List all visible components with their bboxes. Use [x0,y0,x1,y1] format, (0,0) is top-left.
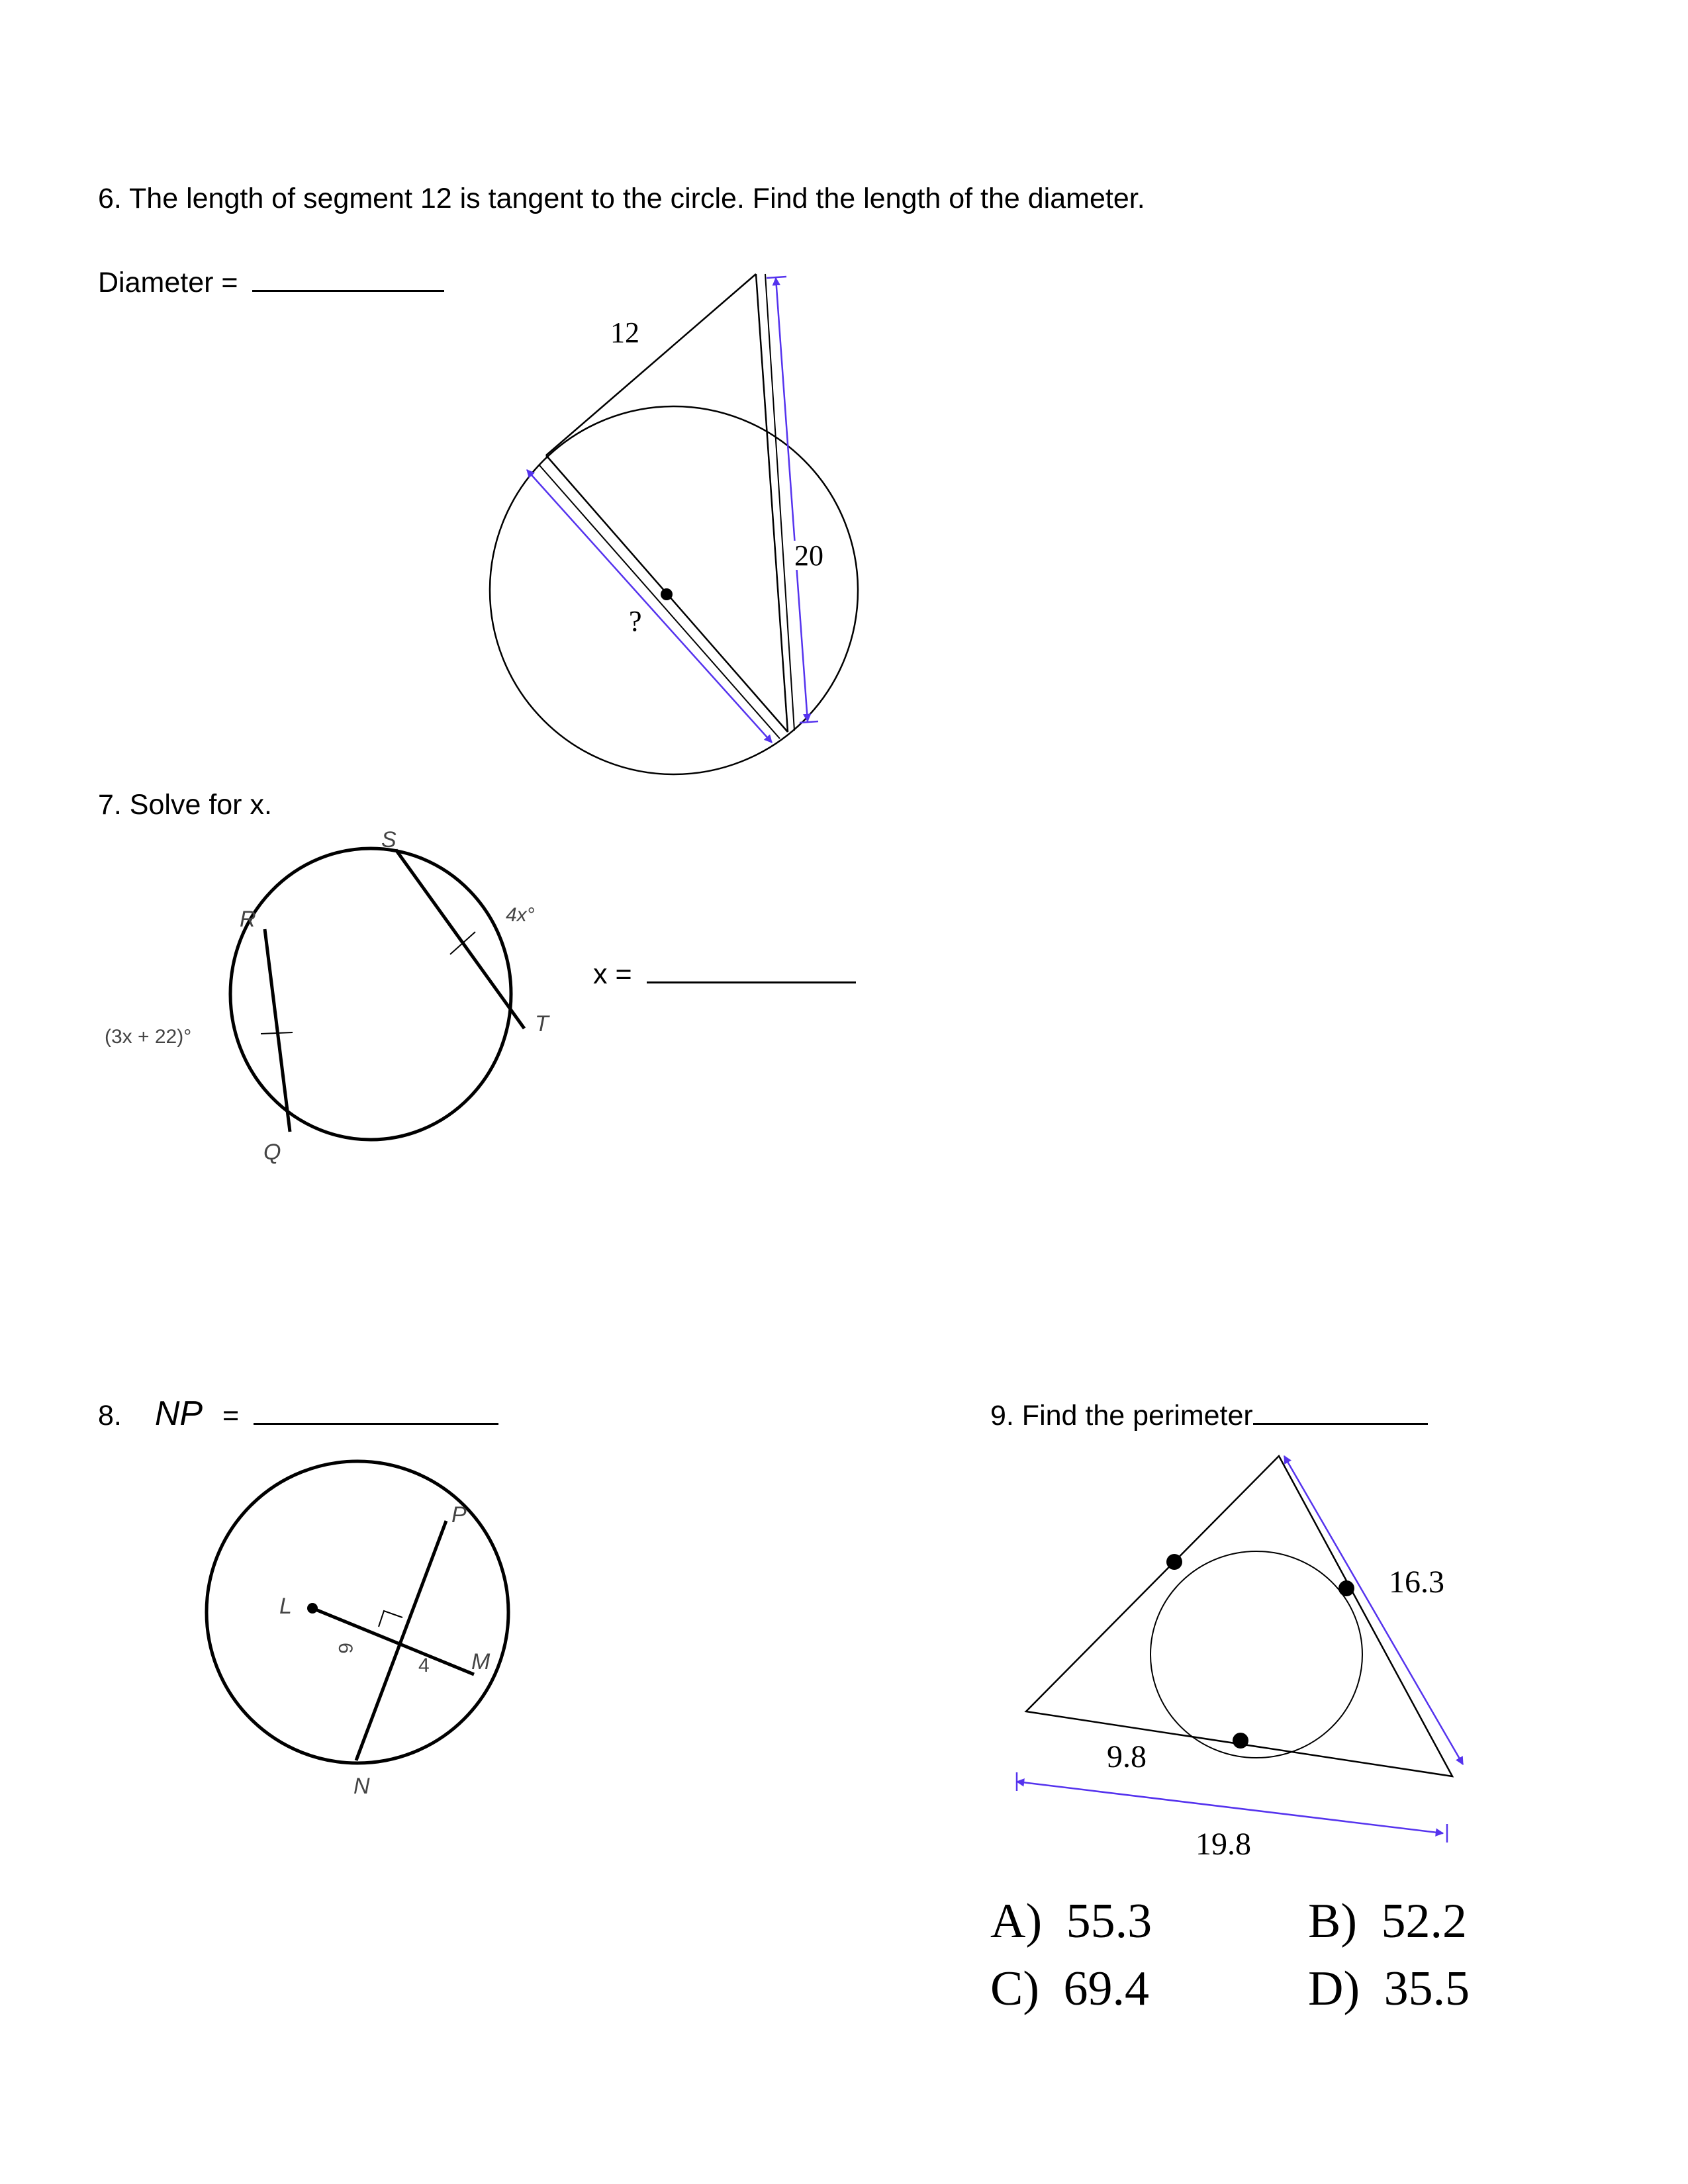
q9-side-measure [1284,1456,1463,1764]
q8-right-angle [379,1611,402,1627]
q7-answer-label: x = [593,958,632,990]
q8-label-M: M [471,1649,491,1674]
q9-choice-b-value: 52.2 [1381,1894,1467,1948]
q9-figure [993,1436,1496,1886]
q8-label-N: N [353,1774,370,1799]
q9-label-tangent-seg: 9.8 [1107,1739,1147,1774]
q9-choice-d[interactable] [1308,1962,1470,2016]
q9-incircle [1150,1551,1362,1758]
q9-choice-b[interactable] [1308,1894,1467,1948]
q7-label-arc-st: 4x° [506,904,535,926]
q9-label-base: 19.8 [1196,1827,1251,1862]
q7-answer-blank[interactable] [647,956,856,983]
q7-label-R: R [240,907,256,932]
q9-label-side: 16.3 [1389,1565,1444,1600]
q8-label-6: 6 [334,1643,356,1654]
q7-label-arc-rq: (3x + 22)° [105,1026,192,1048]
q9-tangent-point-right [1338,1580,1354,1596]
q8-chord-np [356,1521,446,1760]
q9-triangle [1026,1456,1452,1776]
q7-chord-st [396,850,524,1028]
q7-circle [93,821,569,1178]
q6-answer-blank[interactable] [252,265,444,292]
q6-label-unknown: ? [629,605,642,637]
q8-center-dot [307,1603,318,1614]
q9-choice-c-letter: C) [990,1962,1039,2016]
q9-choice-c-value: 69.4 [1063,1962,1149,2016]
q8-answer-blank[interactable] [254,1398,498,1425]
q9-choice-a[interactable] [990,1894,1152,1948]
q8-label-4: 4 [418,1655,430,1676]
q6-figure [463,251,887,781]
q7-label-S: S [381,827,397,852]
q7-label-Q: Q [263,1140,281,1165]
q6-circle [490,406,858,774]
q9-choice-c[interactable] [990,1962,1149,2016]
q7-tick-st [450,932,475,954]
q9-answer-line [990,1398,1428,1430]
q9-choice-d-letter: D) [1308,1962,1360,2016]
q9-tangent-point-left [1166,1554,1182,1570]
q6-diameter-line-inner [539,465,780,739]
q6-secant-measure [776,278,808,721]
q8-label-L: L [279,1594,292,1619]
q9-choice-b-letter: B) [1308,1894,1357,1948]
q7-figure [93,821,569,1178]
q7-prompt: 7. Solve for x. [98,789,272,821]
q9-prompt: 9. Find the perimeter [990,1400,1253,1432]
q8-segment: NP [154,1394,203,1433]
q6-prompt: 6. The length of segment 12 is tangent to the circle. Find the length of the diameter. [98,183,1145,214]
q6-answer-label: Diameter = [98,267,238,298]
q8-figure [132,1443,543,1800]
q6-secant-measure-tick-top [767,277,786,278]
q6-answer-line [98,265,444,297]
q8-number: 8. [98,1400,122,1432]
q9-choice-a-value: 55.3 [1066,1894,1152,1948]
q7-label-T: T [535,1011,549,1036]
q6-secant-line [756,274,788,732]
q9-tangent-point-bottom [1233,1733,1248,1749]
q9-choice-d-value: 35.5 [1383,1962,1470,2016]
q6-diameter-measure [527,470,772,743]
q6-center-dot [661,588,673,600]
q6-label-secant: 20 [794,539,823,572]
q8-equals: = [222,1400,240,1432]
q9-base-measure [1017,1782,1443,1833]
q6-tangent-line [546,274,756,455]
q9-answer-blank[interactable] [1253,1398,1428,1425]
q9-choice-a-letter: A) [990,1894,1043,1948]
q7-tick-rq [261,1032,293,1034]
q8-label-P: P [451,1502,467,1527]
q7-answer-line [593,956,856,989]
q6-label-tangent: 12 [610,316,639,349]
q8-answer-line [98,1396,498,1431]
